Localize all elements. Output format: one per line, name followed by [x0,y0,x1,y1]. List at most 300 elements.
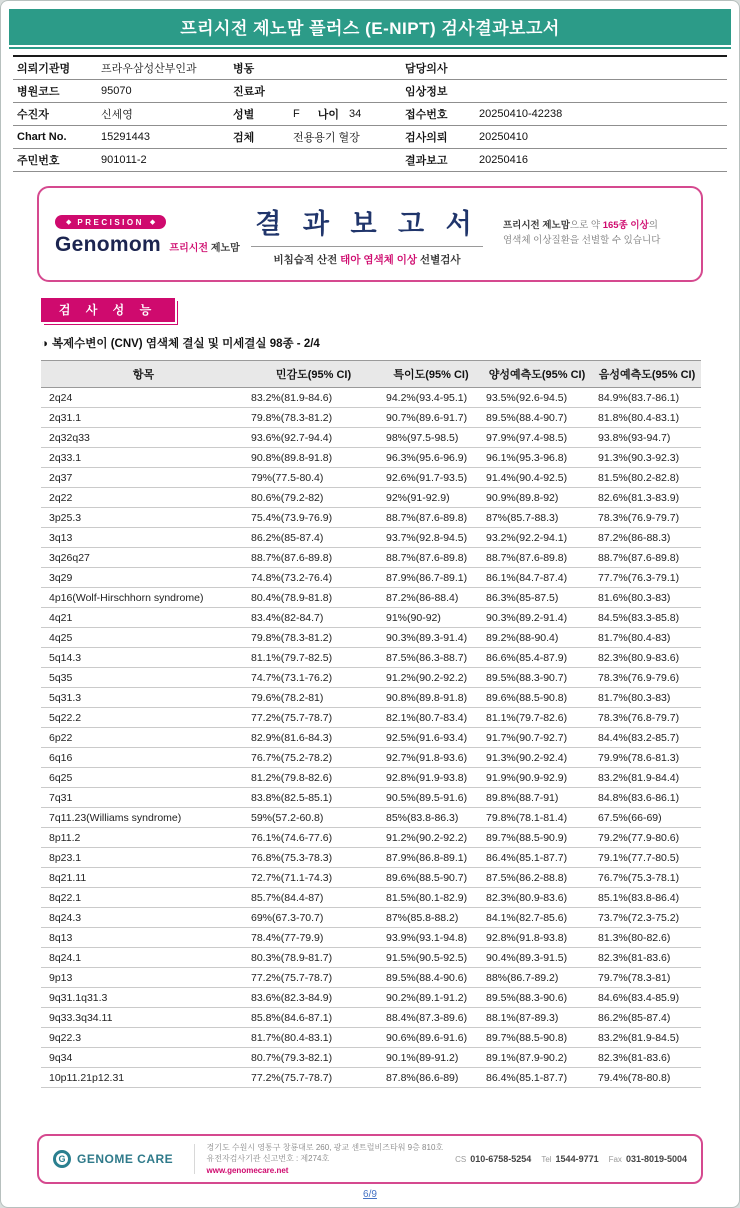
value-cell: 93.9%(93.1-94.8) [381,928,481,948]
value-cell: 94.2%(93.4-95.1) [381,388,481,408]
value-cell: 98%(97.5-98.5) [381,428,481,448]
value-cell: 86.3%(85-87.5) [481,588,593,608]
table-row [41,448,701,468]
value-cell: 87%(85.7-88.3) [481,508,593,528]
patient-info-cell [17,152,233,168]
item-cell: 9q33.3q34.11 [41,1008,246,1028]
table-row [41,388,701,408]
promo-segment: 으로 약 [569,220,603,232]
value-cell: 87%(85.8-88.2) [381,908,481,928]
value-cell: 67.5%(66-69) [593,808,701,828]
item-cell: 6q16 [41,748,246,768]
value-cell: 90.9%(89.8-92) [481,488,593,508]
field-value: 20250410 [479,131,528,143]
value-cell: 83.2%(81.9-84.5) [593,1028,701,1048]
value-cell: 90.3%(89.3-91.4) [381,628,481,648]
brand-subtitle [169,243,239,254]
field-value: 20250416 [479,154,528,166]
table-row [41,468,701,488]
value-cell: 91%(90-92) [381,608,481,628]
footer-wrap [1,1134,739,1207]
value-cell: 85%(83.8-86.3) [381,808,481,828]
subtitle-segment: 비침습적 산전 [273,253,341,266]
value-cell: 79%(77.5-80.4) [246,468,381,488]
value-cell: 80.3%(78.9-81.7) [246,948,381,968]
item-cell: 8q13 [41,928,246,948]
value-cell: 91.5%(90.5-92.5) [381,948,481,968]
performance-table-head-row [41,361,701,388]
performance-table-body [41,388,701,1088]
value-cell: 81.3%(80-82.6) [593,928,701,948]
value-cell: 88.7%(87.6-89.8) [381,508,481,528]
value-cell: 90.6%(89.6-91.6) [381,1028,481,1048]
value-cell: 91.2%(90.2-92.2) [381,828,481,848]
value-cell: 79.4%(78-80.8) [593,1068,701,1088]
item-cell: 7q11.23(Williams syndrome) [41,808,246,828]
value-cell: 90.2%(89.1-91.2) [381,988,481,1008]
patient-info-cell [405,106,723,122]
value-cell: 92.6%(91.7-93.5) [381,468,481,488]
item-cell: 2q22 [41,488,246,508]
column-header: 양성예측도(95% CI) [481,361,593,388]
report-title: 결 과 보 고 서 [255,208,479,239]
value-cell: 92.8%(91.9-93.8) [381,768,481,788]
patient-info-row [13,57,727,80]
patient-info-cell [405,129,723,145]
table-row [41,708,701,728]
table-row [41,988,701,1008]
item-cell: 8p11.2 [41,828,246,848]
value-cell: 88.7%(87.6-89.8) [381,548,481,568]
patient-info-cell [405,152,723,168]
value-cell: 89.5%(88.4-90.6) [381,968,481,988]
patient-info-cell [17,83,233,99]
value-cell: 81.5%(80.1-82.9) [381,888,481,908]
value-cell: 87.2%(86-88.3) [593,528,701,548]
value-cell: 90.8%(89.8-91.8) [381,688,481,708]
promo-highlight: 165종 이상 [602,220,649,232]
column-header: 특이도(95% CI) [381,361,481,388]
footer-registration: 유전자검사기관 신고번호 : 제274호 [206,1154,330,1164]
value-cell: 84.8%(83.6-86.1) [593,788,701,808]
value-cell: 93.7%(92.8-94.5) [381,528,481,548]
report-subtitle [241,252,493,267]
field-value: 34 [349,108,362,120]
field-label: 수진자 [17,109,49,121]
column-header: 항목 [41,361,246,388]
item-cell: 8q24.1 [41,948,246,968]
value-cell: 90.7%(89.6-91.7) [381,408,481,428]
field-value: 901011-2 [101,154,147,166]
field-label: 임상정보 [405,86,448,98]
contact-cs [455,1154,531,1164]
item-cell: 8p23.1 [41,848,246,868]
value-cell: 79.8%(78.1-81.4) [481,808,593,828]
value-cell: 89.5%(88.4-90.7) [481,408,593,428]
field-label: 결과보고 [405,155,448,167]
table-row [41,788,701,808]
item-cell: 9q31.1q31.3 [41,988,246,1008]
value-cell: 80.4%(78.9-81.8) [246,588,381,608]
field-label: 접수번호 [405,109,448,121]
page-number: 6/9 [363,1189,377,1200]
item-cell: 9p13 [41,968,246,988]
badge-diamond-icon: ◆ [149,219,156,226]
value-cell: 87.8%(86.6-89) [381,1068,481,1088]
value-cell: 83.8%(82.5-85.1) [246,788,381,808]
value-cell: 79.2%(77.9-80.6) [593,828,701,848]
field-value: 전용용기 혈장 [293,132,360,144]
value-cell: 74.8%(73.2-76.4) [246,568,381,588]
value-cell: 79.9%(78.6-81.3) [593,748,701,768]
badge-label: PRECISION [77,217,144,227]
value-cell: 91.9%(90.9-92.9) [481,768,593,788]
promo-brand: 프리시전 제노맘 [503,220,570,232]
table-row [41,608,701,628]
value-cell: 59%(57.2-60.8) [246,808,381,828]
table-row [41,768,701,788]
field-value: 95070 [101,85,132,97]
table-row [41,408,701,428]
item-cell: 3q13 [41,528,246,548]
field-label: 검체 [233,132,255,144]
table-row [41,428,701,448]
patient-info-row [13,103,727,126]
brand-sub-highlight: 프리시전 [169,243,209,254]
genomecare-logo [53,1150,182,1168]
value-cell: 81.5%(80.2-82.8) [593,468,701,488]
item-cell: 5q35 [41,668,246,688]
value-cell: 91.7%(90.7-92.7) [481,728,593,748]
item-cell: 8q24.3 [41,908,246,928]
value-cell: 86.6%(85.4-87.9) [481,648,593,668]
item-cell: 2q31.1 [41,408,246,428]
item-cell: 3q26q27 [41,548,246,568]
value-cell: 96.1%(95.3-96.8) [481,448,593,468]
genomecare-ring-icon: G [53,1150,71,1168]
value-cell: 77.2%(75.7-78.7) [246,1068,381,1088]
value-cell: 91.3%(90.3-92.3) [593,448,701,468]
value-cell: 84.4%(83.2-85.7) [593,728,701,748]
item-cell: 4p16(Wolf-Hirschhorn syndrome) [41,588,246,608]
section-title-performance: 검 사 성 능 [41,298,175,322]
table-row [41,628,701,648]
table-row [41,508,701,528]
table-caption [41,335,699,351]
field-label: 나이 [317,109,339,121]
item-cell: 4q21 [41,608,246,628]
value-cell: 76.7%(75.2-78.2) [246,748,381,768]
value-cell: 88%(86.7-89.2) [481,968,593,988]
value-cell: 79.8%(78.3-81.2) [246,628,381,648]
field-label: 진료과 [233,86,265,98]
value-cell: 79.7%(78.3-81) [593,968,701,988]
value-cell: 75.4%(73.9-76.9) [246,508,381,528]
badge-diamond-icon: ◆ [66,219,72,226]
patient-info-cell [233,129,405,145]
value-cell: 93.2%(92.2-94.1) [481,528,593,548]
value-cell: 84.1%(82.7-85.6) [481,908,593,928]
item-cell: 8q22.1 [41,888,246,908]
report-title-block [241,202,493,267]
table-row [41,1008,701,1028]
footer-contacts [455,1154,687,1164]
value-cell: 77.2%(75.7-78.7) [246,968,381,988]
tel-label: Tel [541,1154,552,1164]
value-cell: 86.2%(85-87.4) [246,528,381,548]
table-row [41,1068,701,1088]
value-cell: 80.6%(79.2-82) [246,488,381,508]
value-cell: 93.6%(92.7-94.4) [246,428,381,448]
promo-segment: 의 [648,220,658,232]
item-cell: 3p25.3 [41,508,246,528]
column-header: 음성예측도(95% CI) [593,361,701,388]
value-cell: 87.9%(86.8-89.1) [381,848,481,868]
contact-fax [609,1154,687,1164]
fax-label: Fax [608,1154,622,1164]
field-label: Chart No. [17,131,67,143]
value-cell: 87.2%(86-88.4) [381,588,481,608]
table-row [41,868,701,888]
value-cell: 74.7%(73.1-76.2) [246,668,381,688]
report-header-box [37,186,703,282]
value-cell: 78.3%(76.9-79.6) [593,668,701,688]
footer-address-block [207,1142,444,1177]
value-cell: 92.5%(91.6-93.4) [381,728,481,748]
value-cell: 82.1%(80.7-83.4) [381,708,481,728]
value-cell: 91.4%(90.4-92.5) [481,468,593,488]
value-cell: 76.8%(75.3-78.3) [246,848,381,868]
table-row [41,528,701,548]
value-cell: 81.7%(80.4-83.1) [246,1028,381,1048]
table-row [41,828,701,848]
field-label: 성별 [233,109,255,121]
footer-website-link[interactable]: www.genomecare.net [206,1165,289,1175]
value-cell: 85.7%(84.4-87) [246,888,381,908]
value-cell: 88.7%(87.6-89.8) [246,548,381,568]
value-cell: 78.3%(76.8-79.7) [593,708,701,728]
value-cell: 81.2%(79.8-82.6) [246,768,381,788]
item-cell: 5q22.2 [41,708,246,728]
value-cell: 82.3%(81-83.6) [593,948,701,968]
item-cell: 2q33.1 [41,448,246,468]
table-row [41,1028,701,1048]
value-cell: 89.8%(88.7-91) [481,788,593,808]
item-cell: 2q32q33 [41,428,246,448]
value-cell: 69%(67.3-70.7) [246,908,381,928]
footer-address: 경기도 수원시 영통구 창룡대로 260, 광교 센트럴비즈타워 9층 810호 [206,1142,444,1152]
item-cell: 4q25 [41,628,246,648]
value-cell: 89.7%(88.5-90.9) [481,828,593,848]
value-cell: 76.1%(74.6-77.6) [246,828,381,848]
value-cell: 88.4%(87.3-89.6) [381,1008,481,1028]
table-row [41,548,701,568]
field-value: 20250410-42238 [479,108,563,120]
value-cell: 84.5%(83.3-85.8) [593,608,701,628]
value-cell: 84.9%(83.7-86.1) [593,388,701,408]
brand-sub-text: 제노맘 [210,243,240,254]
value-cell: 90.1%(89-91.2) [381,1048,481,1068]
value-cell: 89.6%(88.5-90.8) [481,688,593,708]
item-cell: 9q34 [41,1048,246,1068]
item-cell: 3q29 [41,568,246,588]
table-caption-text: 복제수변이 (CNV) 염색체 결실 및 미세결실 98종 - 2/4 [51,338,320,350]
field-label: 의뢰기관명 [17,63,71,75]
table-row [41,728,701,748]
value-cell: 90.5%(89.5-91.6) [381,788,481,808]
field-value: 신세영 [101,109,133,121]
value-cell: 81.8%(80.4-83.1) [593,408,701,428]
value-cell: 78.4%(77-79.9) [246,928,381,948]
value-cell: 91.3%(90.2-92.4) [481,748,593,768]
value-cell: 90.8%(89.8-91.8) [246,448,381,468]
value-cell: 80.7%(79.3-82.1) [246,1048,381,1068]
table-row [41,648,701,668]
performance-table [41,360,701,1088]
item-cell: 2q24 [41,388,246,408]
cs-number: 010-6758-5254 [470,1154,532,1164]
table-row [41,1048,701,1068]
item-cell: 6q25 [41,768,246,788]
value-cell: 85.8%(84.6-87.1) [246,1008,381,1028]
value-cell: 96.3%(95.6-96.9) [381,448,481,468]
promo-text [503,219,685,248]
value-cell: 89.5%(88.3-90.7) [481,668,593,688]
value-cell: 85.1%(83.8-86.4) [593,888,701,908]
table-row [41,488,701,508]
tel-number: 1544-9771 [555,1154,599,1164]
value-cell: 82.3%(80.9-83.6) [481,888,593,908]
value-cell: 72.7%(71.1-74.3) [246,868,381,888]
title-divider [251,246,483,247]
subtitle-highlight: 태아 염색체 이상 [340,253,418,266]
value-cell: 89.6%(88.5-90.7) [381,868,481,888]
patient-info-cell [17,60,233,76]
value-cell: 97.9%(97.4-98.5) [481,428,593,448]
table-row [41,908,701,928]
value-cell: 89.7%(88.5-90.8) [481,1028,593,1048]
patient-info-cell [233,60,405,76]
patient-info-cell [233,106,405,122]
genomecare-logo-text: GENOME CARE [77,1152,174,1166]
value-cell: 83.2%(81.9-84.6) [246,388,381,408]
value-cell: 86.2%(85-87.4) [593,1008,701,1028]
value-cell: 81.1%(79.7-82.6) [481,708,593,728]
value-cell: 88.1%(87-89.3) [481,1008,593,1028]
table-row [41,568,701,588]
field-label: 병원코드 [17,86,60,98]
value-cell: 87.5%(86.3-88.7) [381,648,481,668]
table-row [41,968,701,988]
table-row [41,848,701,868]
value-cell: 82.3%(81-83.6) [593,1048,701,1068]
field-label: 검사의뢰 [405,132,448,144]
value-cell: 86.4%(85.1-87.7) [481,848,593,868]
promo-line2: 염색체 이상질환을 선별할 수 있습니다 [503,235,661,246]
item-cell: 9q22.3 [41,1028,246,1048]
value-cell: 79.6%(78.2-81) [246,688,381,708]
table-row [41,668,701,688]
value-cell: 81.1%(79.7-82.5) [246,648,381,668]
value-cell: 73.7%(72.3-75.2) [593,908,701,928]
field-label: 담당의사 [405,63,448,75]
value-cell: 82.9%(81.6-84.3) [246,728,381,748]
value-cell: 81.7%(80.3-83) [593,688,701,708]
footer [37,1134,703,1184]
value-cell: 88.7%(87.6-89.8) [593,548,701,568]
value-cell: 87.9%(86.7-89.1) [381,568,481,588]
table-row [41,948,701,968]
contact-tel [541,1154,598,1164]
value-cell: 82.6%(81.3-83.9) [593,488,701,508]
value-cell: 79.8%(78.3-81.2) [246,408,381,428]
value-cell: 87.5%(86.2-88.8) [481,868,593,888]
field-label: 병동 [233,63,255,75]
value-cell: 92.8%(91.8-93.8) [481,928,593,948]
value-cell: 89.5%(88.3-90.6) [481,988,593,1008]
value-cell: 90.3%(89.2-91.4) [481,608,593,628]
value-cell: 83.4%(82-84.7) [246,608,381,628]
value-cell: 81.6%(80.3-83) [593,588,701,608]
value-cell: 88.7%(87.6-89.8) [481,548,593,568]
value-cell: 93.8%(93-94.7) [593,428,701,448]
item-cell: 6p22 [41,728,246,748]
column-header: 민감도(95% CI) [246,361,381,388]
item-cell: 2q37 [41,468,246,488]
patient-info-cell [17,131,233,143]
item-cell: 7q31 [41,788,246,808]
item-cell: 5q31.3 [41,688,246,708]
field-value: 15291443 [101,131,150,143]
value-cell: 82.3%(80.9-83.6) [593,648,701,668]
value-cell: 77.2%(75.7-78.7) [246,708,381,728]
value-cell: 83.6%(82.3-84.9) [246,988,381,1008]
genomom-logo [55,211,240,257]
patient-info-row [13,149,727,172]
patient-info-cell [233,83,405,99]
item-cell: 5q14.3 [41,648,246,668]
table-row [41,688,701,708]
page-title: 프리시전 제노맘 플러스 (E-NIPT) 검사결과보고서 [9,9,731,45]
value-cell: 76.7%(75.3-78.1) [593,868,701,888]
patient-info-row [13,126,727,149]
field-label: 주민번호 [17,155,60,167]
value-cell: 93.5%(92.6-94.5) [481,388,593,408]
field-value: F [293,108,300,120]
value-cell: 81.7%(80.4-83) [593,628,701,648]
item-cell: 10p11.21p12.31 [41,1068,246,1088]
value-cell: 83.2%(81.9-84.4) [593,768,701,788]
cs-label: CS [455,1154,467,1164]
footer-divider [194,1144,195,1174]
value-cell: 89.2%(88-90.4) [481,628,593,648]
fax-number: 031-8019-5004 [625,1154,687,1164]
value-cell: 90.4%(89.3-91.5) [481,948,593,968]
value-cell: 92.7%(91.8-93.6) [381,748,481,768]
precision-badge [55,215,166,229]
table-row [41,748,701,768]
table-row [41,808,701,828]
value-cell: 89.1%(87.9-90.2) [481,1048,593,1068]
patient-info-cell [405,60,723,76]
value-cell: 86.4%(85.1-87.7) [481,1068,593,1088]
half-circle-icon: ◑ [41,338,48,350]
patient-info-cell [17,106,233,122]
table-row [41,928,701,948]
table-row [41,888,701,908]
value-cell: 78.3%(76.9-79.7) [593,508,701,528]
value-cell: 86.1%(84.7-87.4) [481,568,593,588]
